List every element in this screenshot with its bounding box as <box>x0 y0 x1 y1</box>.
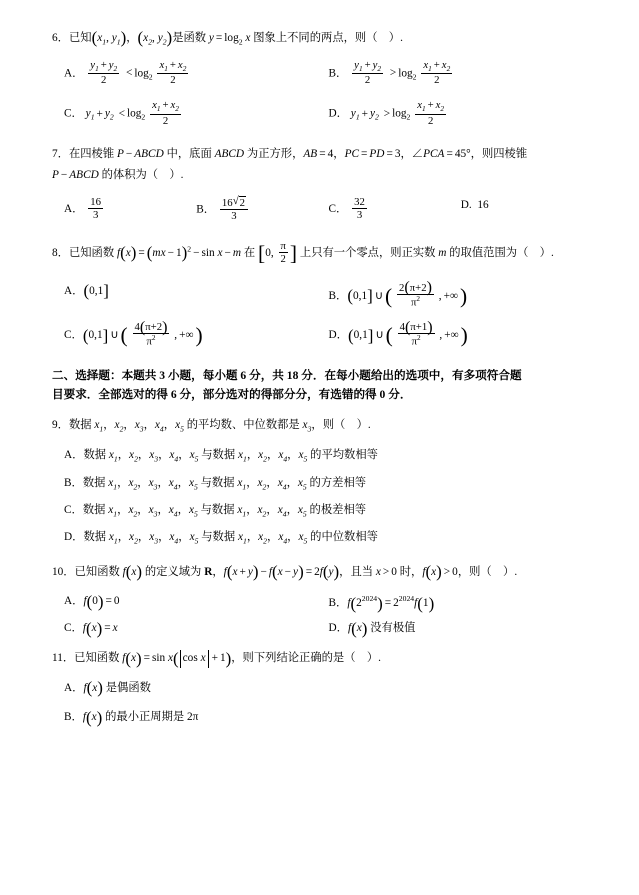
question-10-options-row-2 <box>52 620 593 637</box>
question-7 <box>52 146 593 223</box>
question-8-options-row-1 <box>52 279 593 310</box>
question-10-option-d: D．f(x) 没有极值 <box>328 618 416 638</box>
question-9-option-b: B．数据 $x_1$，$x_2$，$x_3$，$x_4$，$x_5$ 与数据 $x_1$，$x_2$，$x_4$，$x_5$ 的方差相等 <box>64 476 367 491</box>
question-8-option-b: B．(0,1] ∪( $\frac{2(\pi+2)}{\pi^2}$ , +∞) <box>328 279 468 309</box>
question-6 <box>52 30 593 128</box>
question-7-option-a: A． $\frac{16}{3}$ <box>64 195 102 221</box>
question-11-option-a: A．f(x) 是偶函数 <box>64 678 151 698</box>
question-10 <box>52 564 593 637</box>
question-8 <box>52 241 593 349</box>
question-8-option-a: A．(0,1] <box>64 281 109 301</box>
question-7-options-row <box>52 197 593 223</box>
question-8-option-c: C．(0,1] ∪( $\frac{4(\pi+2)}{\pi^2}$ , +∞) <box>64 318 203 349</box>
question-7-stem: 7．在四棱锥 P − ABCD 中，底面 ABCD 为正方形，AB = 4，PC = PD = 3，∠PCA = 45°，则四棱锥 <box>52 147 528 160</box>
section-heading-line-2: 目要求．全部选对的得 6 分，部分选对的得部分分，有选错的得 0 分． <box>52 387 412 401</box>
question-9-option-d: D．数据 $x_1$，$x_2$，$x_3$，$x_4$，$x_5$ 与数据 $x_1$，$x_2$，$x_4$，$x_5$ 的中位数相等 <box>64 530 378 546</box>
question-6-options-row-1 <box>52 60 593 87</box>
section-heading <box>52 367 593 404</box>
question-11 <box>52 650 593 727</box>
question-6-option-a: A． $\frac{y_1 + y_2}{2}$ < $\log_2$ $\frac{x_1 + x_2}{2}$ <box>64 59 187 87</box>
question-7-stem-line2: P − ABCD 的体积为（ ）. <box>52 169 184 182</box>
question-10-option-a: A．f(0) = 0 <box>64 591 120 611</box>
question-8-option-d: D．(0,1] ∪( $\frac{4(\pi+1)}{\pi^2}$ , +∞) <box>328 318 468 349</box>
question-9-option-c: C．数据 $x_1$，$x_2$，$x_3$，$x_4$，$x_5$ 与数据 $x_1$，$x_2$，$x_4$，$x_5$ 的极差相等 <box>64 503 367 518</box>
question-11-stem: 11．已知函数 f(x) = sin x( cos x + 1)，则下列结论正确的是（ ）. <box>52 648 381 668</box>
question-10-stem: 10．已知函数 f(x) 的定义域为 R，f(x + y) − f(x − y) = 2f(y)，且当 x > 0 时，f(x) > 0，则（ ）. <box>52 562 518 582</box>
question-7-option-d: D. 16 <box>460 198 489 211</box>
question-6-option-c: C． $y_1 + y_2 < \log_2$ $\frac{x_1 + x_2}{2}$ <box>64 99 179 127</box>
question-10-option-b: B．$f(2^{2024}) = 2^{2024}f(1)$ <box>328 593 435 613</box>
question-9 <box>52 417 593 547</box>
section-heading-line-1: 二、选择题：本题共 3 小题，每小题 6 分，共 18 分．在每小题给出的选项中，有多项符合题 <box>52 369 522 383</box>
question-6-option-d: D． $y_1 + y_2 > \log_2$ $\frac{x_1 + x_2}{2}$ <box>328 99 445 127</box>
question-6-options-row-2 <box>52 100 593 127</box>
question-7-option-b: B． $\frac{16 √ 2}{3}$ <box>196 197 328 223</box>
question-7-option-c: C． $\frac{32}{3}$ <box>328 195 365 221</box>
question-10-options-row-1 <box>52 593 593 612</box>
question-8-stem: 8．已知函数 f(x) = (mx − 1)$^2$ − sin x − m 在 [0, $\frac{\pi}{2}$ ] 上只有一个零点，则正实数 m 的取值范围为（ ）. <box>52 239 554 265</box>
question-11-option-b: B．f(x) 的最小正周期是 2π <box>64 707 199 727</box>
question-6-stem: 6．已知($x_1$, $y_1$)，($x_2$, $y_2$)是函数 $y = \log_2 x$ 图象上不同的两点，则（ ）. <box>52 28 403 48</box>
question-6-option-b: B． $\frac{y_1 + y_2}{2}$ > $\log_2$ $\frac{x_1 + x_2}{2}$ <box>328 59 451 87</box>
question-10-option-c: C．f(x) = x <box>64 618 118 638</box>
question-9-option-a: A．数据 $x_1$，$x_2$，$x_3$，$x_4$，$x_5$ 与数据 $x_1$，$x_2$，$x_4$，$x_5$ 的平均数相等 <box>64 449 378 464</box>
question-9-stem: 9．数据 $x_1$，$x_2$，$x_3$，$x_4$，$x_5$ 的平均数、中位数都是 $x_3$，则（ ）. <box>52 419 371 434</box>
question-8-options-row-2 <box>52 318 593 349</box>
